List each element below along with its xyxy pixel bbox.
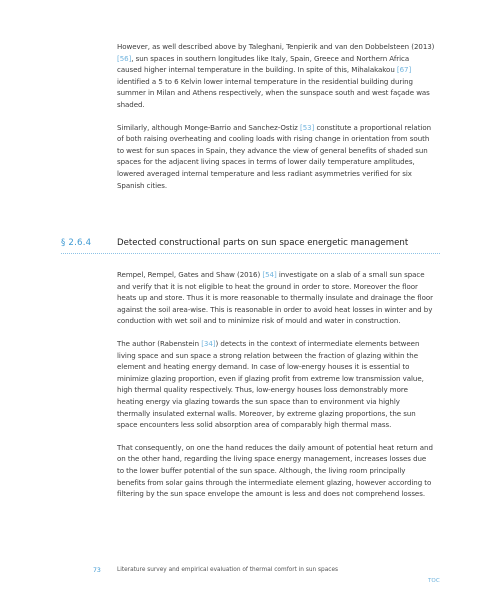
- paragraph-text: investigate on a slab of a small sun space and verify that it is not eligible to heat the ground in order to store. Moreover the floor heats up and store. Thus it is more reasonable to thermally insulate and drainage the floor against the soil area-wise. This is reasonable in order to avoid heat losses in winter and by conduction with wet soil and to minimize risk of mould and water in construction.: [117, 270, 433, 326]
- toc-link[interactable]: TOC: [428, 578, 440, 584]
- paragraph-text: The author (Rabenstein: [117, 338, 202, 348]
- paragraph-text: , sun spaces in southern longitudes like Italy, Spain, Greece and Northern Africa caused higher internal temperature in the building. In spite of this, Mihalakakou: [117, 53, 410, 75]
- citation-link[interactable]: [56]: [117, 53, 132, 63]
- text-block-lower: [117, 269, 435, 511]
- paragraph-text: identified a 5 to 6 Kelvin lower internal temperature in the residential building during summer in Milan and Athens respectively, when the sunspace south and west façade was shaded.: [117, 76, 430, 109]
- paragraph: [117, 338, 435, 431]
- section-title: Detected constructional parts on sun space energetic management: [117, 238, 409, 248]
- text-block-upper: [117, 41, 435, 202]
- paragraph-text: Rempel, Rempel, Gates and Shaw (2016): [117, 270, 263, 279]
- paragraph-text: constitute a proportional relation of both raising overheating and cooling loads with rising change in orientation from south to west for sun spaces in Spain, they advance the view of general benefits of shaded sun spaces for the adjacent living spaces in terms of lower daily temperature amplitudes, lowered averaged internal temperature and less radiant asymmetries verified for six Spanish cities.: [117, 122, 432, 190]
- page-number: 73: [93, 567, 101, 574]
- paragraph-text: Similarly, although Monge-Barrio and Sanchez-Ostiz: [117, 122, 300, 132]
- paragraph: [117, 122, 435, 192]
- running-title: Literature survey and empirical evaluation of thermal comfort in sun spaces: [117, 567, 339, 573]
- section-divider: [61, 253, 440, 254]
- citation-link[interactable]: [53]: [300, 122, 315, 132]
- paragraph-text: However, as well described above by Taleghani, Tenpierik and van den Dobbelsteen (2013): [117, 42, 435, 51]
- paragraph: [117, 269, 435, 327]
- paragraph: [117, 41, 435, 111]
- section-number: § 2.6.4: [61, 238, 92, 248]
- citation-link[interactable]: [54]: [262, 270, 277, 279]
- citation-link[interactable]: [34]: [201, 338, 216, 348]
- paragraph-text: ) detects in the context of intermediate elements between living space and sun space a strong relation between the fraction of glazing within the element and heating energy demand. In case of low-energy houses it is essential to minimize glazing proportion, even if glazing profit from extreme low transmission value, high thermal quality respectively. Thus, low-energy houses loss demonstrably more heating energy via glazing towards the sun space than to environment via highly thermally insulated external walls. Moreover, by extreme glazing proportions, the sun space encounters less solid absorption area of comparably high thermal mass.: [117, 338, 424, 430]
- citation-link[interactable]: [67]: [396, 65, 412, 75]
- paragraph: That consequently, on one the hand reduces the daily amount of potential heat return and on the other hand, regarding the living space energy management, increases losses due to the lower buffer potential of the sun space. Although, the living room principally benefits from solar gains through the intermediate element glazing, however according to filtering by the sun space envelope the amount is less and does not comprehend losses.: [117, 442, 433, 499]
